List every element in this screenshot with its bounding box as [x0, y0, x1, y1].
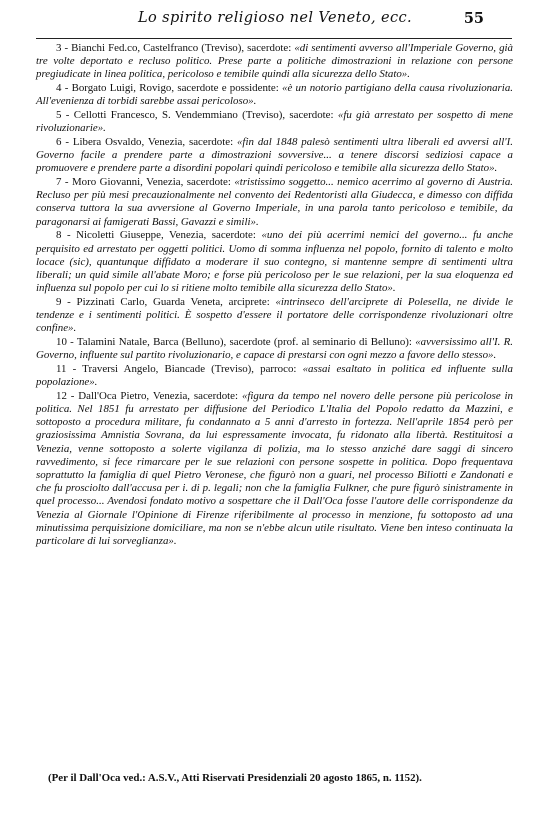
entry-body: «di sentimenti avverso all'Imperiale Governo, già tre volte deportato e recluso politico. Prese parte a politiche dimostrazioni in relazione con persone pregiudicate in linea politica, pericoloso e temibile quindi alla sicurezza dello Stato».: [36, 42, 513, 81]
entry-body: «tristissimo soggetto... nemico acerrimo al governo di Austria. Recluso per più mesi precauzionalmente nel convento dei Redentoristi alla Giudecca, e dimesso con diffida conserva tuttora la sua avversione al Governo Imperiale, in una parola tanto pericoloso e temibile, da paragonarsi ai famigerati Bassi, Gavazzi e simili».: [36, 176, 513, 228]
list-item: [36, 296, 513, 336]
entry-head: 6 - Libera Osvaldo, Venezia, sacerdote:: [56, 135, 237, 148]
source-note: (Per il Dall'Oca ved.: A.S.V., Atti Riservati Presidenziali 20 agosto 1865, n. 1152).: [48, 771, 422, 784]
entry-body: «figura da tempo nel novero delle persone più pericolose in politica. Nel 1851 fu arrestato per diffusione del Periodico L'Italia del Popolo redatto da Mazzini, e sottoposto a procedura militare, fu condannato a 5 anni d'arresto in fortezza. Nell'aprile 1854 però per graziosissima Amnistia Sovrana, da lui espressamente invocata, fu ridonato alla libertà. Restituitosi a Venezia, venne sottoposto a solerte vigilanza di polizia, ma lo stesso anziché dare saggi di sincero ravvedimento, si fece rimarcare per le sue relazioni con persone sospette in politica. Dopo frequentava soprattutto la famiglia di quel Pietro Veronese, che figurò non a guari, nel processo Biliotti e Zandonati e che fu prosciolto dall'accusa per i. di p. legali; non che la famiglia Fulkner, che pure figurò sinistramente in quel processo... Avendosi fondato motivo a sospettare che il Dall'Oca fosse l'autore delle corrispondenze da Venezia al Giornale l'Opinione di Firenze riferibilmente al processo in menzione, fu sottoposto ad una minutissima perquisizione domiciliare, ma non se n'ebbe alcun utile risultato. Viene ben inteso continuata la particolare di lui sorveglianza».: [36, 389, 514, 548]
page-header: [0, 10, 550, 34]
list-item: [36, 336, 513, 362]
running-title: Lo spirito religioso nel Veneto, ecc.: [137, 10, 413, 26]
list-item: [36, 363, 513, 389]
list-item: [36, 42, 513, 82]
entry-head: 7 - Moro Giovanni, Venezia, sacerdote:: [56, 176, 235, 189]
entry-head: 4 - Borgato Luigi, Rovigo, sacerdote e possidente:: [56, 82, 283, 95]
list-item: [36, 390, 513, 548]
entry-body: «fin dal 1848 palesò sentimenti ultra liberali ed avversi all'I. Governo facile a prendere parte a dimostrazioni sovversive... a tenere discorsi sediziosi capace a promuovere e prendere parte a disordini popolari quindi pericoloso e temibile alla sicurezza dello Stato».: [36, 135, 513, 175]
entry-body: «uno dei più acerrimi nemici del governo... fu anche perquisito ed arrestato per oggetti politici. Uomo di somma influenza nel popolo, fornito di talento e molto locace (sic), quantunque diffidato a moderare il suo contegno, si mantenne sempre di sentimenti ultra liberali; un quid simile all'abate Moro; e forse più pericoloso per le sue relazioni, per la sua eloquenza ed influenza sul popolo per cui lo si ritiene molto temibile alla sicurezza dello Stato».: [36, 229, 513, 295]
entry-head: 11 - Traversi Angelo, Biancade (Treviso), parroco:: [56, 362, 303, 375]
list-item: [36, 176, 513, 229]
list-item: [36, 136, 513, 176]
entry-body: «intrinseco dell'arciprete di Polesella, ne divide le tendenze e i sentimenti politici. È sospetto d'essere il portatore delle corrispondenze rivoluzionari oltre confine».: [36, 295, 513, 335]
entry-head: 10 - Talamini Natale, Barca (Belluno), sacerdote (prof. al seminario di Belluno):: [56, 335, 416, 348]
list-item: [36, 82, 513, 108]
entry-head: 8 - Nicoletti Giuseppe, Venezia, sacerdote:: [56, 229, 262, 242]
entry-head: 3 - Bianchi Fed.co, Castelfranco (Treviso), sacerdote:: [56, 42, 295, 54]
entry-list: [36, 42, 513, 549]
entry-body: «è un notorio partigiano della causa rivoluzionaria. All'evenienza di torbidi sarebbe assai pericoloso».: [36, 82, 513, 108]
list-item: [36, 229, 513, 295]
entry-body: «assai esaltato in politica ed influente sulla popolazione».: [36, 362, 513, 389]
entry-body: «fu già arrestato per sospetto di mene rivoluzionarie».: [36, 109, 513, 135]
entry-head: 12 - Dall'Oca Pietro, Venezia, sacerdote:: [56, 389, 242, 402]
header-rule: [36, 38, 512, 39]
entry-body: «avversissimo all'I. R. Governo, influente sul partito rivoluzionario, e capace di prestarsi con ogni mezzo a favore dello stesso».: [36, 335, 514, 362]
entry-head: 9 - Pizzinati Carlo, Guarda Veneta, arciprete:: [56, 295, 276, 308]
list-item: [36, 109, 513, 135]
entry-head: 5 - Cellotti Francesco, S. Vendemmiano (Treviso), sacerdote:: [56, 109, 338, 122]
page-number: 55: [463, 10, 484, 27]
